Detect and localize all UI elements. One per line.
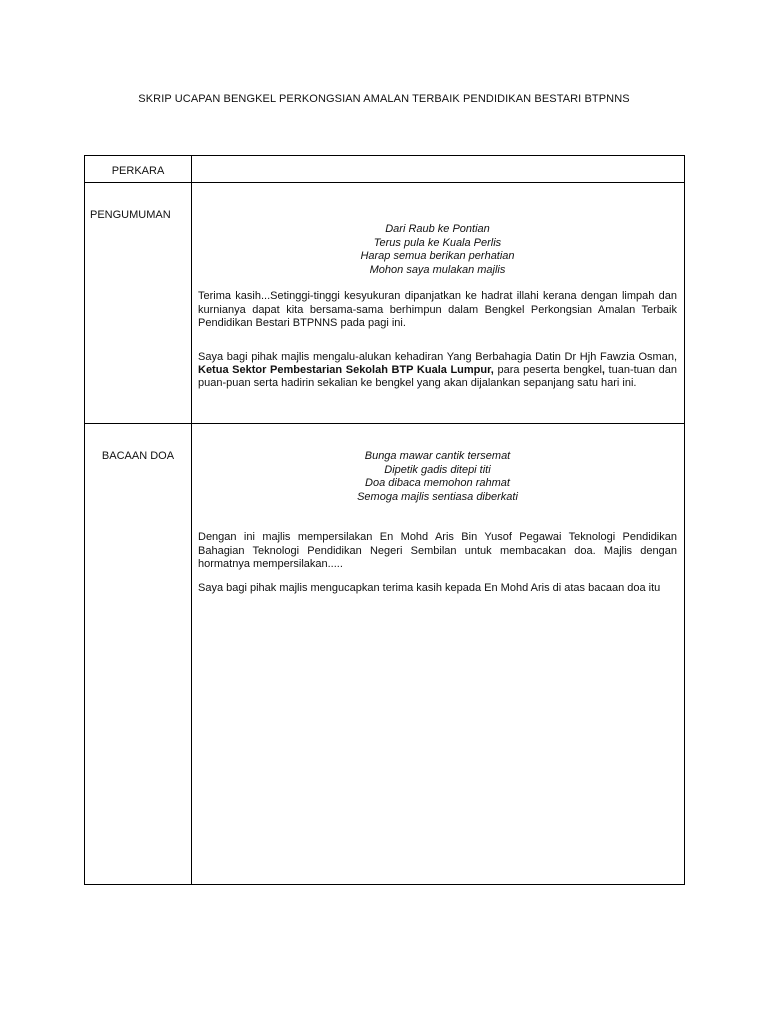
paragraph-invite: Dengan ini majlis mempersilakan En Mohd Aris Bin Yusof Pegawai Teknologi Pendidikan Bahagian Teknologi Pendidikan Negeri Sembilan untuk membacakan doa. Majlis dengan hormatnya mempersilakan..... xyxy=(198,531,677,570)
row-label-cell xyxy=(85,183,192,424)
pantun-line: Semoga majlis sentiasa diberkati xyxy=(357,490,518,503)
header-content xyxy=(192,156,685,183)
table-header-row xyxy=(85,156,685,183)
table-row xyxy=(85,183,685,424)
pantun-line: Mohon saya mulakan majlis xyxy=(369,263,506,276)
pantun-line: Harap semua berikan perhatian xyxy=(360,250,515,263)
table-row xyxy=(85,424,685,885)
row-content-cell xyxy=(192,424,685,885)
pantun-line: Dari Raub ke Pontian xyxy=(385,223,490,235)
pantun xyxy=(198,223,677,277)
header-perkara: PERKARA xyxy=(85,156,192,183)
paragraph-welcome: Saya bagi pihak majlis mengalu-alukan kehadiran Yang Berbahagia Datin Dr Hjh Fawzia Osman, Ketua Sektor Pembestarian Sekolah BTP Kuala Lumpur, para peserta bengkel, tuan-tuan dan puan-puan serta hadirin sekalian ke bengkel yang akan dijalankan sepanjang satu hari ini. xyxy=(198,350,677,390)
script-table xyxy=(84,155,685,885)
row-label-bacaan-doa: BACAAN DOA xyxy=(101,450,175,462)
row-label-pengumuman: PENGUMUMAN xyxy=(90,209,171,221)
pantun-line: Doa dibaca memohon rahmat xyxy=(365,477,510,490)
bold-text: Ketua Sektor Pembestarian Sekolah BTP Kuala Lumpur, xyxy=(198,364,494,377)
pantun-line: Bunga mawar cantik tersemat xyxy=(364,450,511,462)
paragraph-thanks: Terima kasih...Setinggi-tinggi kesyukuran dipanjatkan ke hadrat illahi kerana dengan limpah dan kurnianya dapat kita bersama-sama berhimpun dalam Bengkel Perkongsian Amalan Terbaik Pendidikan Bestari BTPNNS pada pagi ini. xyxy=(198,290,677,329)
pantun-line: Dipetik gadis ditepi titi xyxy=(384,463,491,476)
row-content-cell xyxy=(192,183,685,424)
document-title: SKRIP UCAPAN BENGKEL PERKONGSIAN AMALAN TERBAIK PENDIDIKAN BESTARI BTPNNS xyxy=(138,93,630,105)
pantun-line: Terus pula ke Kuala Perlis xyxy=(373,236,502,249)
pantun xyxy=(198,450,677,504)
row-label-cell xyxy=(85,424,192,885)
paragraph-thanks-doa: Saya bagi pihak majlis mengucapkan terima kasih kepada En Mohd Aris di atas bacaan doa itu xyxy=(198,581,661,594)
